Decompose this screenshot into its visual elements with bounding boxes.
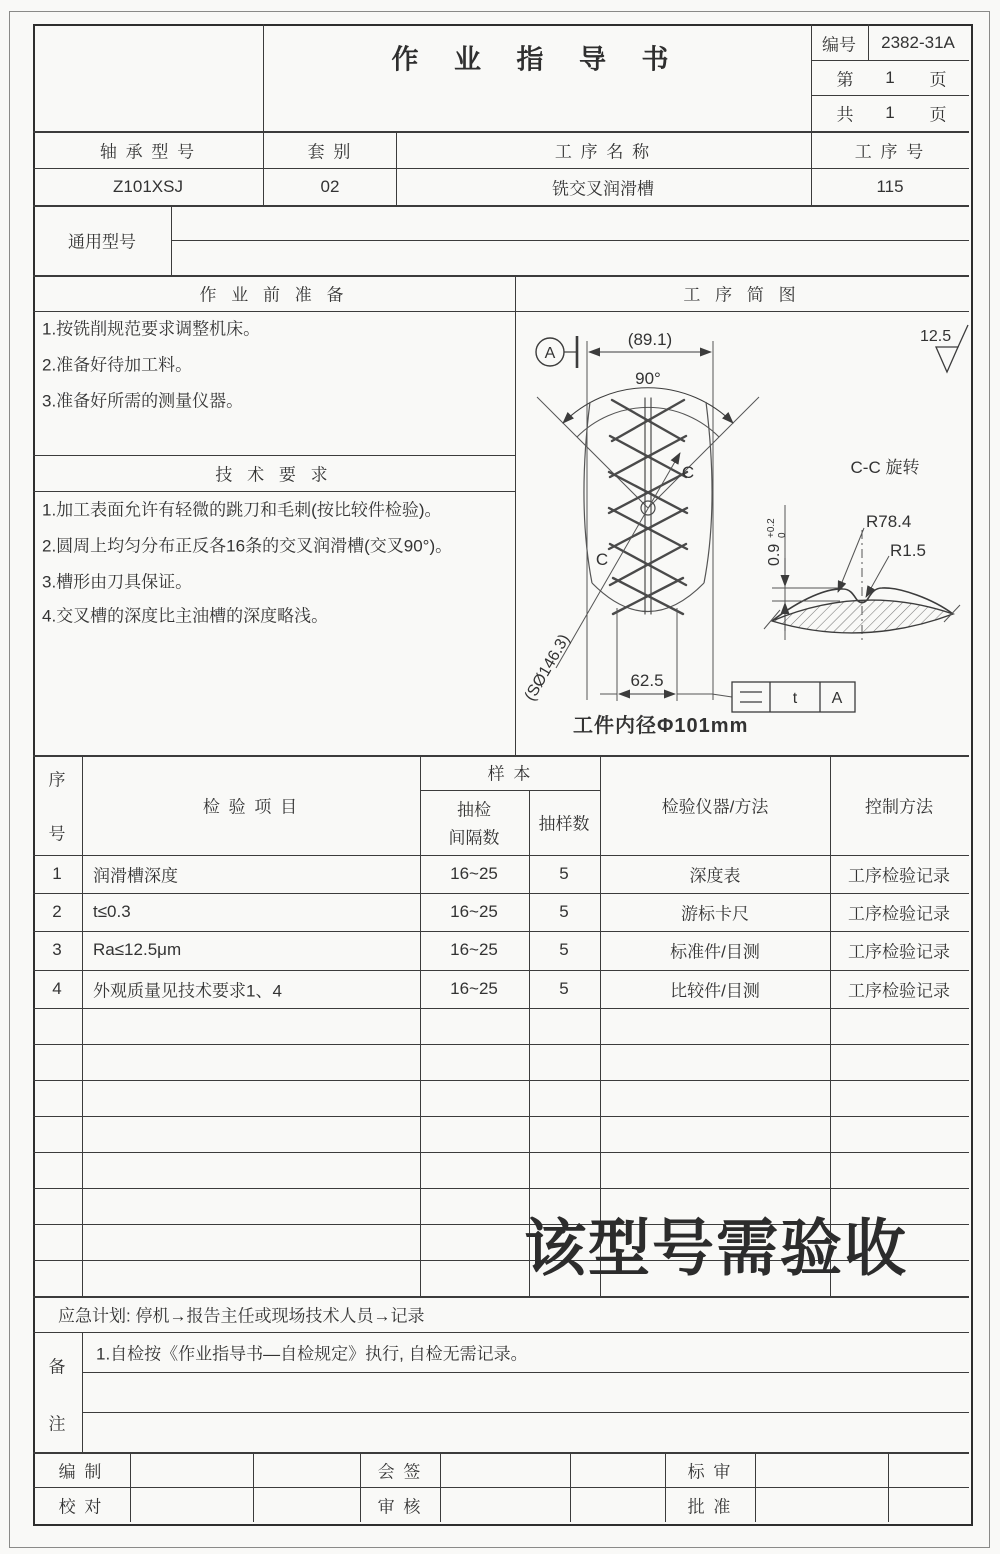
- row-no: 2: [52, 902, 62, 921]
- datum-symbol: [536, 336, 577, 368]
- grid-line: [33, 1452, 969, 1454]
- tolerance-datum: A: [831, 690, 843, 707]
- grid-line: [33, 168, 969, 169]
- bearing-model-value: Z101XSJ: [113, 177, 183, 196]
- grid-line: [33, 1008, 969, 1009]
- doc-number-label: 编号: [822, 35, 856, 55]
- tolerance-value: t: [792, 690, 798, 707]
- bearing-model-label: 轴 承 型 号: [99, 142, 197, 162]
- sig-proofread-label: 校 对: [58, 1497, 104, 1517]
- acceptance-stamp: 该型号需验收: [523, 1214, 909, 1284]
- col-count: 抽样数: [538, 814, 590, 834]
- sig-prepared-label: 编 制: [58, 1462, 104, 1482]
- row-count: 5: [559, 902, 569, 921]
- row-item: t≤0.3: [93, 902, 131, 921]
- grid-line: [33, 1044, 969, 1045]
- technical-item: 2.圆周上均匀分布正反各16条的交叉润滑槽(交叉90°)。: [42, 536, 453, 556]
- row-count: 5: [559, 979, 569, 998]
- col-control: 控制方法: [865, 797, 933, 817]
- total-unit: 页: [929, 105, 947, 125]
- sig-countersign-label: 会 签: [377, 1462, 423, 1482]
- bottom-dimension-text: 62.5: [630, 671, 664, 690]
- row-control: 工序检验记录: [848, 904, 950, 924]
- angle-text: 90°: [635, 369, 661, 388]
- row-interval: 16~25: [450, 864, 498, 883]
- grid-line: [868, 24, 869, 60]
- datum-label: A: [544, 345, 556, 362]
- angle-wedge: [537, 388, 759, 508]
- row-instrument: 深度表: [689, 866, 741, 886]
- section-view: [764, 505, 960, 640]
- bottom-dimension: [600, 608, 732, 701]
- col-instrument: 检验仪器/方法: [661, 797, 769, 817]
- section-label-upper: C: [681, 463, 695, 482]
- grid-line: [33, 855, 969, 856]
- col-item: 检 验 项 目: [202, 797, 300, 817]
- preparation-title: 作 业 前 准 备: [199, 285, 349, 305]
- grid-line: [82, 1412, 969, 1413]
- grid-line: [570, 1452, 571, 1522]
- set-label: 套 别: [307, 142, 353, 162]
- notes-label-bottom: 注: [48, 1414, 66, 1434]
- grid-line: [360, 1452, 361, 1522]
- technical-title: 技 术 要 求: [215, 465, 333, 485]
- row-item: 润滑槽深度: [93, 866, 178, 886]
- grid-line: [33, 491, 515, 492]
- page-unit: 页: [929, 70, 947, 90]
- grid-line: [811, 60, 969, 61]
- row-control: 工序检验记录: [848, 981, 950, 1001]
- grid-line: [420, 790, 600, 791]
- generic-model-label: 通用型号: [68, 232, 136, 252]
- radius-large-text: R78.4: [866, 512, 912, 531]
- grid-line: [33, 1080, 969, 1081]
- grid-line: [33, 1332, 969, 1333]
- row-instrument: 游标卡尺: [681, 904, 749, 924]
- grid-line: [33, 205, 969, 207]
- grid-line: [263, 24, 264, 205]
- radius-small-text: R1.5: [890, 541, 926, 560]
- process-name-label: 工 序 名 称: [554, 142, 652, 162]
- preparation-item: 2.准备好待加工料。: [42, 355, 193, 375]
- doc-number-value: 2382-31A: [881, 33, 955, 52]
- emergency-plan: 应急计划: 停机→报告主任或现场技术人员→记录: [58, 1306, 425, 1326]
- page-label: 第: [836, 70, 854, 90]
- width-dimension-text: (89.1): [627, 330, 673, 349]
- section-view-title: C-C 旋转: [850, 458, 920, 477]
- grid-line: [33, 1487, 969, 1488]
- col-interval-line1: 抽检: [457, 800, 491, 820]
- grid-line: [33, 931, 969, 932]
- grid-line: [82, 1332, 83, 1452]
- grid-line: [82, 755, 83, 1296]
- col-no-bottom: 号: [48, 824, 66, 844]
- col-interval-line2: 间隔数: [448, 828, 500, 848]
- row-instrument: 比较件/目测: [670, 981, 760, 1001]
- notes-label-top: 备: [48, 1357, 66, 1377]
- process-no-value: 115: [876, 177, 904, 196]
- row-interval: 16~25: [450, 902, 498, 921]
- grid-line: [33, 1116, 969, 1117]
- svg-text:0: 0: [777, 532, 788, 538]
- page-value: 1: [885, 68, 895, 87]
- grid-line: [33, 131, 969, 133]
- sphere-diameter-text: (SØ146.3): [521, 631, 574, 704]
- process-name-value: 铣交叉润滑槽: [552, 179, 654, 199]
- grid-line: [130, 1452, 131, 1522]
- row-no: 4: [52, 979, 62, 998]
- grid-line: [33, 970, 969, 971]
- technical-item: 1.加工表面允许有轻微的跳刀和毛刺(按比较件检验)。: [42, 500, 442, 520]
- sketch-title: 工 序 简 图: [683, 285, 801, 305]
- grid-line: [171, 240, 969, 241]
- workpiece-outline: [584, 402, 712, 612]
- total-value: 1: [885, 103, 895, 122]
- total-label: 共: [836, 105, 854, 125]
- col-sample: 样 本: [487, 764, 533, 784]
- grid-line: [33, 893, 969, 894]
- svg-text:0.9: 0.9: [766, 543, 783, 566]
- grid-line: [33, 1152, 969, 1153]
- preparation-item: 1.按铣削规范要求调整机床。: [42, 319, 261, 339]
- sig-standard-review-label: 标 审: [687, 1462, 733, 1482]
- grid-line: [82, 1372, 969, 1373]
- grid-line: [420, 755, 421, 1296]
- notes-item: 1.自检按《作业指导书—自检规定》执行, 自检无需记录。: [96, 1344, 528, 1364]
- technical-item: 3.槽形由刀具保证。: [42, 572, 193, 592]
- document-title: 作 业 指 导 书: [391, 44, 683, 75]
- row-count: 5: [559, 940, 569, 959]
- row-interval: 16~25: [450, 940, 498, 959]
- set-value: 02: [320, 177, 340, 196]
- row-no: 3: [52, 940, 62, 959]
- row-no: 1: [52, 864, 62, 883]
- grid-line: [33, 275, 969, 277]
- bore-note: 工件内径Φ101mm: [573, 715, 749, 737]
- svg-text:+0.2: +0.2: [766, 518, 777, 538]
- grid-line: [253, 1452, 254, 1522]
- grid-line: [755, 1452, 756, 1522]
- groove-pattern: [609, 398, 687, 614]
- row-control: 工序检验记录: [848, 866, 950, 886]
- sig-approve-label: 批 准: [687, 1497, 733, 1517]
- row-count: 5: [559, 864, 569, 883]
- row-interval: 16~25: [450, 979, 498, 998]
- row-instrument: 标准件/目测: [670, 942, 760, 962]
- section-label-lower: C: [595, 550, 609, 569]
- grid-line: [888, 1452, 889, 1522]
- grid-line: [33, 755, 969, 757]
- process-sketch: [515, 311, 969, 755]
- row-item: 外观质量见技术要求1、4: [93, 981, 282, 1001]
- process-no-label: 工 序 号: [854, 142, 926, 162]
- grid-line: [440, 1452, 441, 1522]
- grid-line: [811, 24, 812, 205]
- grid-line: [811, 95, 969, 96]
- sig-review-label: 审 核: [377, 1497, 423, 1517]
- grid-line: [665, 1452, 666, 1522]
- preparation-item: 3.准备好所需的测量仪器。: [42, 391, 244, 411]
- technical-item: 4.交叉槽的深度比主油槽的深度略浅。: [42, 606, 329, 626]
- grid-line: [33, 1296, 969, 1298]
- row-control: 工序检验记录: [848, 942, 950, 962]
- section-line: [556, 453, 680, 668]
- roughness-value: 12.5: [920, 328, 952, 345]
- col-no-top: 序: [48, 770, 66, 790]
- grid-line: [33, 1188, 969, 1189]
- row-item: Ra≤12.5μm: [93, 940, 182, 959]
- grid-line: [33, 455, 515, 456]
